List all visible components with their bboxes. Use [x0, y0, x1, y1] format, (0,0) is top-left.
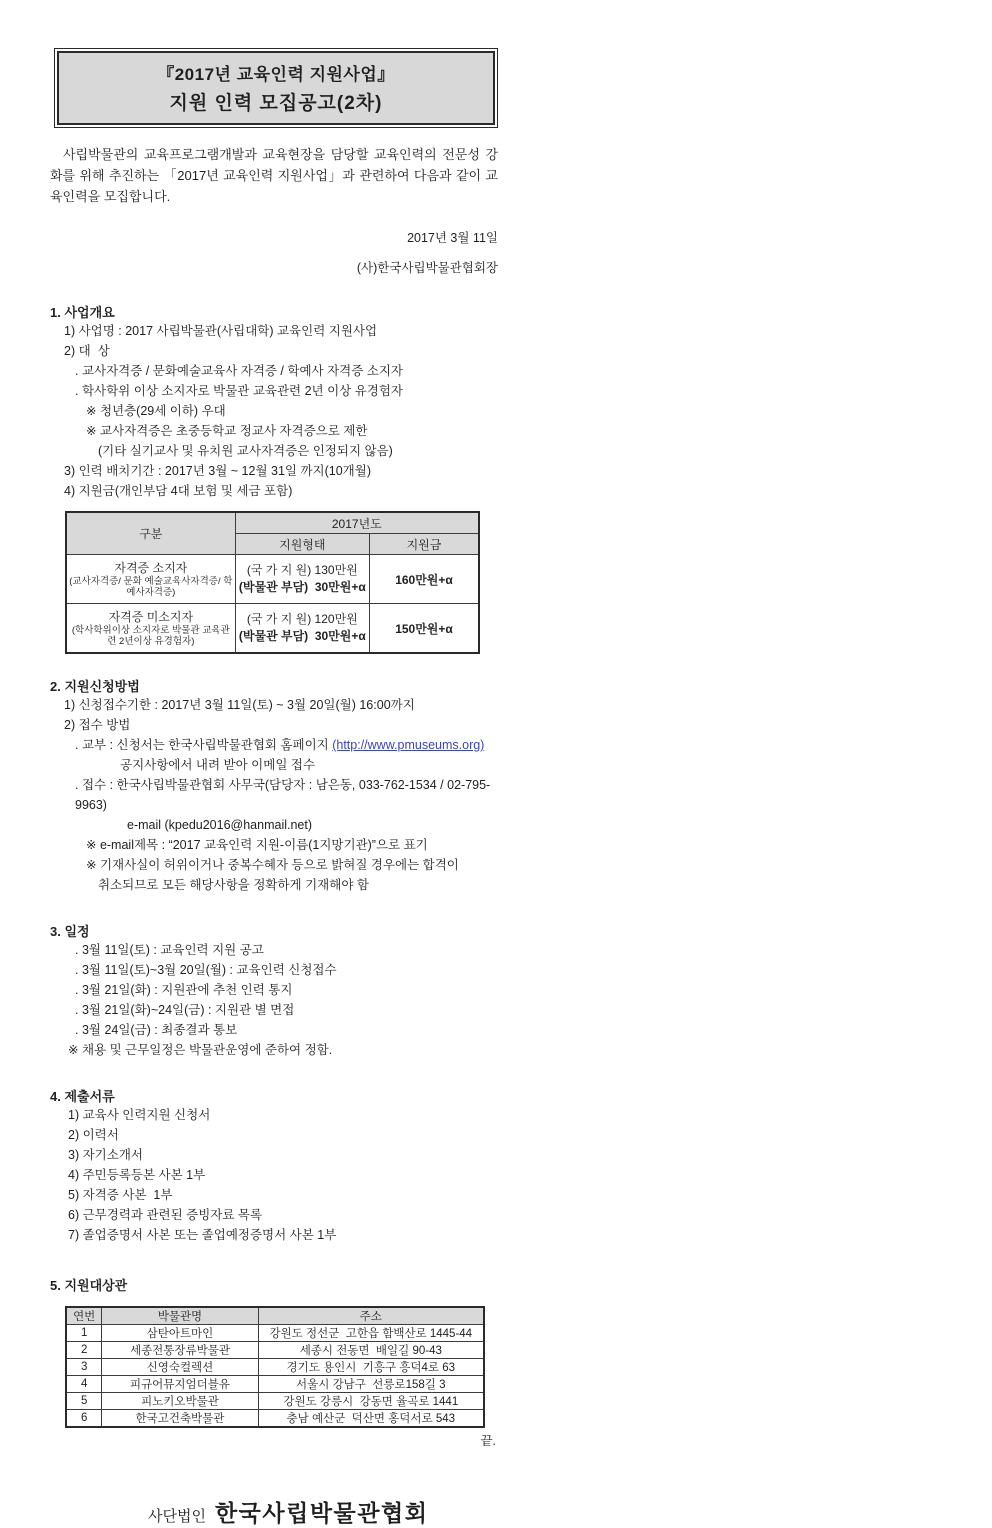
section5-heading: 5. 지원대상관: [50, 1278, 128, 1293]
list-item: 취소되므로 모든 해당사항을 정확하게 기재해야 함: [98, 878, 369, 892]
section1-heading: 1. 사업개요: [50, 305, 115, 320]
section4-heading: 4. 제출서류: [50, 1089, 115, 1104]
address-cell: 경기도 용인시 기흥구 흥덕4로 63: [258, 1359, 484, 1376]
header-cell-museum-name: 박물관명: [102, 1307, 258, 1325]
category-main: 자격증 미소지자: [108, 609, 194, 624]
list-item: . 3월 11일(토)~3월 20일(월) : 교육인력 신청접수: [75, 963, 337, 977]
museum-burden: (박물관 부담) 30만원+α: [238, 580, 366, 594]
list-item: 3) 인력 배치기간 : 2017년 3월 ~ 12월 31일 까지(10개월): [64, 464, 371, 478]
list-item: . 접수 : 한국사립박물관협회 사무국(담당자 : 남은동, 033-762-1534 / 02-795-9963): [75, 778, 491, 812]
address-cell: 세종시 전동면 배일길 90-43: [258, 1342, 484, 1359]
amount-cell: 160만원+α: [369, 555, 479, 604]
list-item: e-mail (kpedu2016@hanmail.net): [127, 818, 313, 832]
national-support: (국 가 지 원) 130만원: [246, 563, 358, 577]
list-item: 1) 교육사 인력지원 신청서: [68, 1108, 211, 1122]
address-cell: 충남 예산군 덕산면 홍덕서로 543: [258, 1410, 484, 1428]
footer-organization: [148, 1495, 498, 1528]
support-amount-table: [65, 511, 480, 654]
table-header-row: [66, 1307, 484, 1325]
museum-name-cell: 세종전통장류박물관: [102, 1342, 258, 1359]
document-content: [50, 48, 498, 1528]
title-box-inner: [57, 51, 495, 125]
section4-list: [50, 1105, 498, 1245]
category-cell: [66, 555, 235, 604]
header-cell-support-type: 지원형태: [235, 534, 369, 555]
list-item: . 학사학위 이상 소지자로 박물관 교육관련 2년 이상 유경험자: [75, 384, 404, 398]
support-type-cell: [235, 555, 369, 604]
footer-org-name: 한국사립박물관협회: [214, 1500, 429, 1526]
no-cell: 6: [66, 1410, 102, 1428]
table-header-row: [66, 512, 479, 534]
section3-list: [50, 940, 498, 1060]
museum-name-cell: 피노키오박물관: [102, 1393, 258, 1410]
header-cell-category: 구분: [66, 512, 235, 555]
header-cell-year: 2017년도: [235, 512, 479, 534]
list-item: ※ 청년층(29세 이하) 우대: [86, 404, 226, 418]
section1-list: [50, 321, 498, 501]
list-item: 4) 주민등록등본 사본 1부: [68, 1168, 206, 1182]
list-item: ※ 교사자격증은 초중등학교 정교사 자격증으로 제한: [86, 424, 368, 438]
table-row: [66, 1410, 484, 1428]
museum-name-cell: 피규어뮤지엄더블유: [102, 1376, 258, 1393]
intro-paragraph: 사립박물관의 교육프로그램개발과 교육현장을 담당할 교육인력의 전문성 강화를 위해 추진하는 「2017년 교육인력 지원사업」과 관련하여 다음과 같이 교육인력을 모집합니다.: [50, 147, 498, 204]
list-item: 1) 신청접수기한 : 2017년 3월 11일(토) ~ 3월 20일(월) 16:00까지: [64, 698, 415, 712]
document-author: (사)한국사립박물관협회장: [356, 261, 498, 275]
table-row: [66, 1376, 484, 1393]
pmuseums-homepage-link[interactable]: (http://www.pmuseums.org): [332, 738, 485, 752]
no-cell: 1: [66, 1325, 102, 1342]
museum-table: [65, 1306, 485, 1428]
list-item: 2) 접수 방법: [64, 718, 131, 732]
list-item: 3) 자기소개서: [68, 1148, 143, 1162]
list-item: 4) 지원금(개인부담 4대 보험 및 세금 포함): [64, 484, 293, 498]
list-item: . 3월 21일(화) : 지원관에 추천 인력 통지: [75, 983, 293, 997]
no-cell: 4: [66, 1376, 102, 1393]
museum-burden: (박물관 부담) 30만원+α: [238, 629, 366, 643]
list-item: 2) 대 상: [64, 344, 110, 358]
list-item: 1) 사업명 : 2017 사립박물관(사립대학) 교육인력 지원사업: [64, 324, 378, 338]
list-item: 5) 자격증 사본 1부: [68, 1188, 173, 1202]
title-box: [54, 48, 498, 128]
list-item: . 3월 24일(금) : 최종결과 통보: [75, 1023, 238, 1037]
no-cell: 3: [66, 1359, 102, 1376]
document-title-line1: 『2017년 교육인력 지원사업』: [157, 65, 395, 84]
museum-name-cell: 한국고건축박물관: [102, 1410, 258, 1428]
list-item: . 교사자격증 / 문화예술교육사 자격증 / 학예사 자격증 소지자: [75, 364, 404, 378]
category-main: 자격증 소지자: [114, 560, 188, 575]
support-type-cell: [235, 604, 369, 654]
table-row: [66, 604, 479, 654]
closing-mark: 끝.: [480, 1434, 496, 1448]
list-item: . 3월 11일(토) : 교육인력 지원 공고: [75, 943, 264, 957]
table-row: [66, 555, 479, 604]
link-line-prefix: . 교부 : 신청서는 한국사립박물관협회 홈페이지: [75, 738, 333, 752]
list-item: ※ 채용 및 근무일정은 박물관운영에 준하여 정함.: [68, 1043, 333, 1057]
table-row: [66, 1393, 484, 1410]
list-item: 7) 졸업증명서 사본 또는 졸업예정증명서 사본 1부: [68, 1228, 337, 1242]
address-cell: 강원도 강릉시 강동면 율곡로 1441: [258, 1393, 484, 1410]
address-cell: 강원도 정선군 고한읍 함백산로 1445-44: [258, 1325, 484, 1342]
museum-name-cell: 삼탄아트마인: [102, 1325, 258, 1342]
list-item: 공지사항에서 내려 받아 이메일 접수: [120, 758, 316, 772]
table-row: [66, 1342, 484, 1359]
list-item: ※ 기재사실이 허위이거나 중복수혜자 등으로 밝혀질 경우에는 합격이: [86, 858, 459, 872]
table-row: [66, 1359, 484, 1376]
header-cell-address: 주소: [258, 1307, 484, 1325]
no-cell: 5: [66, 1393, 102, 1410]
section2-list: [50, 695, 498, 895]
list-item: 6) 근무경력과 관련된 증빙자료 목록: [68, 1208, 263, 1222]
document-title-line2: 지원 인력 모집공고(2차): [169, 93, 383, 114]
category-sub: (학사학위이상 소지자로 박물관 교육관련 2년이상 유경험자): [71, 624, 230, 647]
list-item: 2) 이력서: [68, 1128, 119, 1142]
museum-name-cell: 신영숙컬렉션: [102, 1359, 258, 1376]
list-item: (기타 실기교사 및 유치원 교사자격증은 인정되지 않음): [98, 444, 393, 458]
header-cell-no: 연번: [66, 1307, 102, 1325]
document-date: 2017년 3월 11일: [407, 231, 498, 245]
address-cell: 서울시 강남구 선릉로158길 3: [258, 1376, 484, 1393]
header-cell-support-amount: 지원금: [369, 534, 479, 555]
list-item: [50, 735, 498, 755]
table-row: [66, 1325, 484, 1342]
section3-heading: 3. 일정: [50, 924, 90, 939]
footer-org-type: 사단법인: [148, 1508, 206, 1525]
list-item: ※ e-mail제목 : “2017 교육인력 지원-이름(1지망기관)”으로 표기: [86, 838, 428, 852]
category-sub: (교사자격증/ 문화 예술교육사자격증/ 학예사자격증): [69, 575, 233, 598]
category-cell: [66, 604, 235, 654]
amount-cell: 150만원+α: [369, 604, 479, 654]
no-cell: 2: [66, 1342, 102, 1359]
national-support: (국 가 지 원) 120만원: [246, 612, 358, 626]
section2-heading: 2. 지원신청방법: [50, 679, 140, 694]
list-item: . 3월 21일(화)~24일(금) : 지원관 별 면접: [75, 1003, 295, 1017]
